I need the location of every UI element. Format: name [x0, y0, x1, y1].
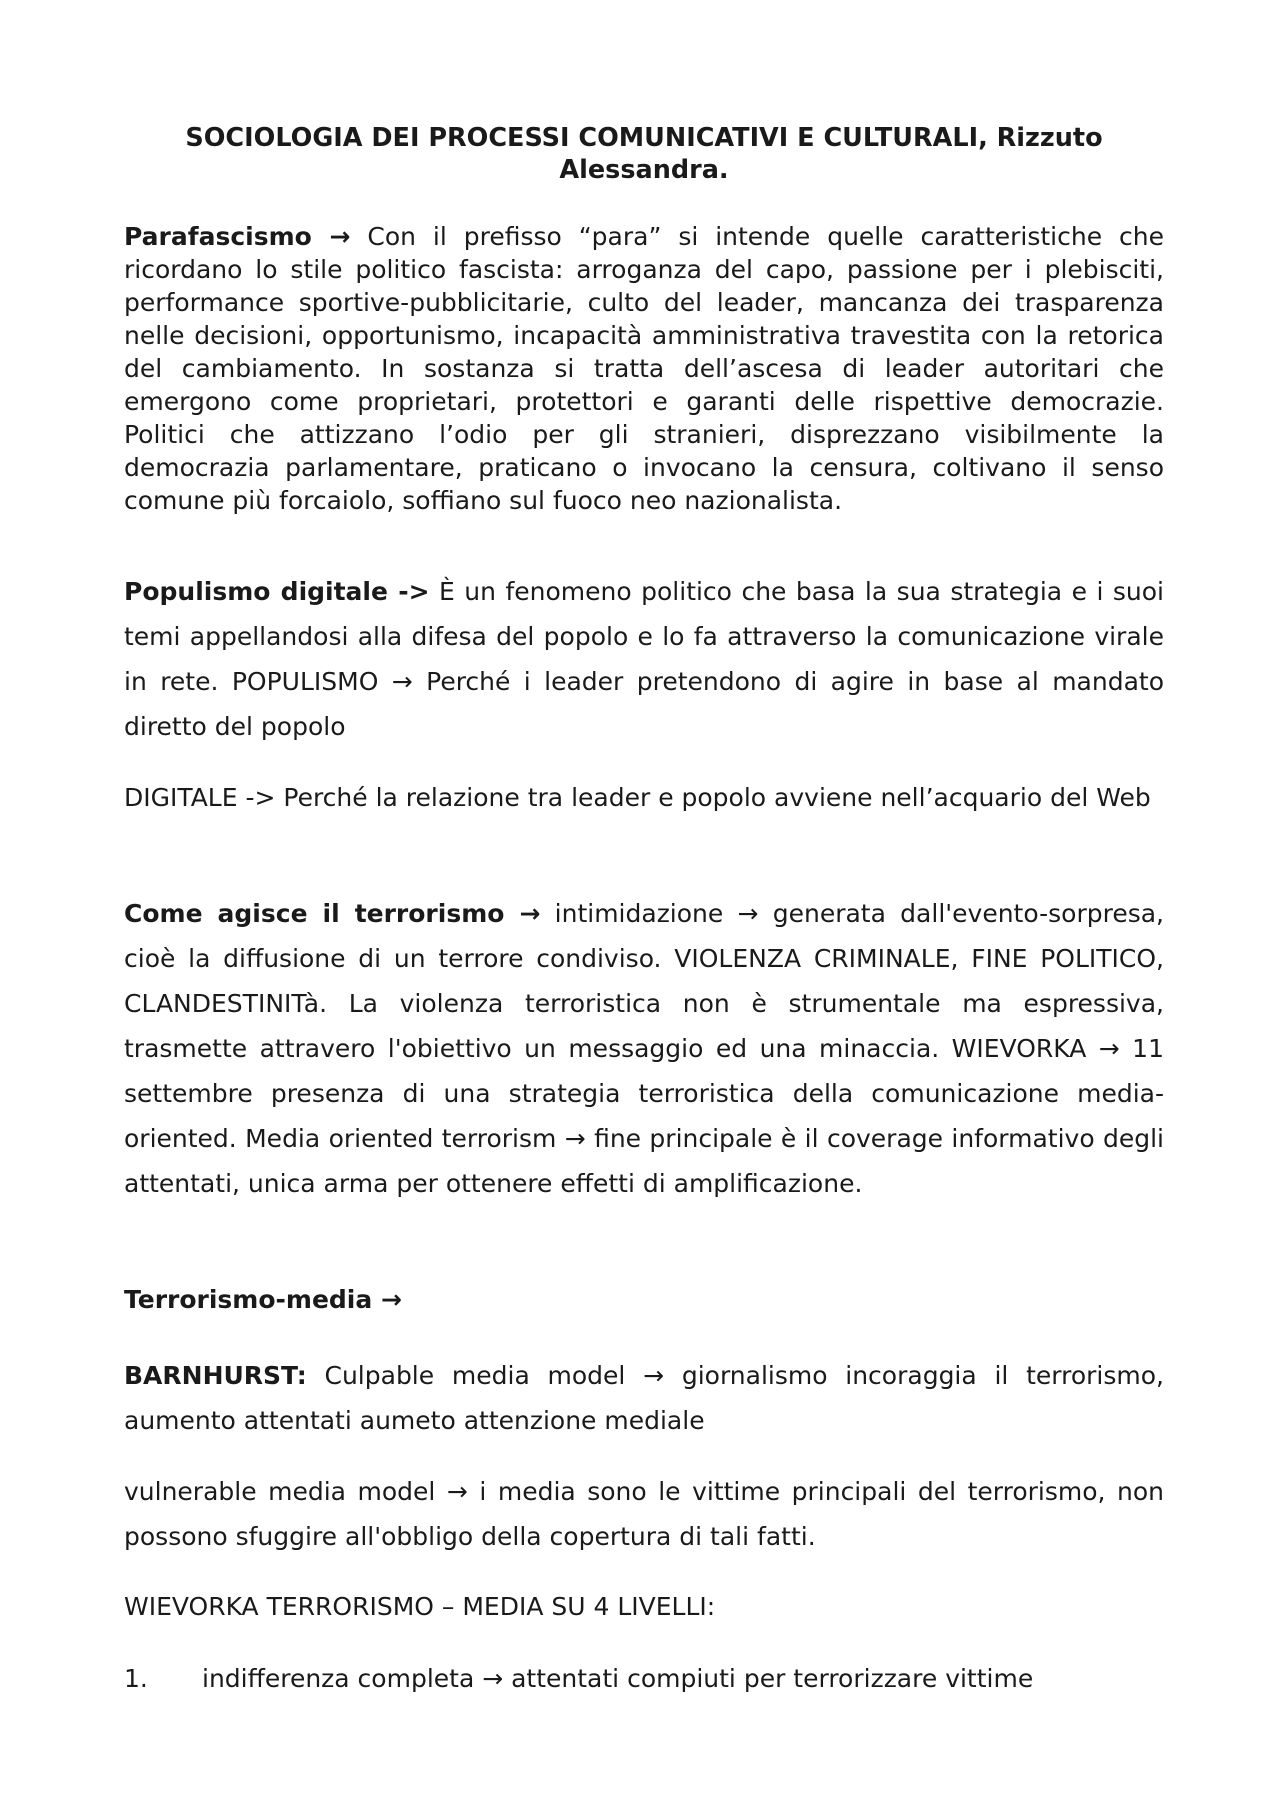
- paragraph-text: vulnerable media model → i media sono le vittime principali del terrorismo, non possono sfuggire all'obbligo della copertura di tali fatti.: [124, 1477, 1164, 1551]
- heading-terrorismo-media: [124, 1277, 1164, 1322]
- term-label: BARNHURST:: [124, 1361, 307, 1390]
- document-title: SOCIOLOGIA DEI PROCESSI COMUNICATIVI E CULTURALI, Rizzuto Alessandra.: [185, 123, 1103, 185]
- list-text: indifferenza completa → attentati compiuti per terrorizzare vittime: [202, 1664, 1034, 1693]
- term-label: Come agisce il terrorismo →: [124, 899, 541, 928]
- paragraph-wievorka-livelli: [124, 1584, 1164, 1629]
- list-item: [124, 1656, 1164, 1701]
- paragraph-text: intimidazione → generata dall'evento-sorpresa, cioè la diffusione di un terrore condiviso. VIOLENZA CRIMINALE, FINE POLITICO, CLANDESTINITà. La violenza terroristica non è strumentale ma espressiva, trasmette attravero l'obiettivo un messaggio ed una minaccia. WIEVORKA → 11 settembre presenza di una strategia terroristica della comunicazione media-oriented. Media oriented terrorism → fine principale è il coverage informativo degli attentati, unica arma per ottenere effetti di amplificazione.: [124, 899, 1164, 1198]
- term-label: Populismo digitale ->: [124, 577, 430, 606]
- term-label: Terrorismo-media →: [124, 1285, 402, 1314]
- paragraph-barnhurst: [124, 1353, 1164, 1443]
- list-number: 1.: [124, 1664, 148, 1693]
- paragraph-parafascismo: [124, 220, 1164, 517]
- term-label: Parafascismo →: [124, 222, 351, 251]
- paragraph-text: DIGITALE -> Perché la relazione tra leader e popolo avviene nell’acquario del Web: [124, 783, 1151, 812]
- paragraph-digitale: [124, 775, 1164, 820]
- paragraph-populismo-digitale: [124, 569, 1164, 749]
- paragraph-terrorismo: [124, 891, 1164, 1206]
- paragraph-text: È un fenomeno politico che basa la sua strategia e i suoi temi appellandosi alla difesa del popolo e lo fa attraverso la comunicazione virale in rete. POPULISMO → Perché i leader pretendono di agire in base al mandato diretto del popolo: [124, 577, 1164, 741]
- paragraph-text: WIEVORKA TERRORISMO – MEDIA SU 4 LIVELLI:: [124, 1592, 716, 1621]
- paragraph-text: Culpable media model → giornalismo incoraggia il terrorismo, aumento attentati aumeto attenzione mediale: [124, 1361, 1164, 1435]
- paragraph-text: Con il prefisso “para” si intende quelle caratteristiche che ricordano lo stile politico fascista: arroganza del capo, passione per i plebisciti, performance sportive-pubblicitarie, culto del leader, mancanza dei trasparenza nelle decisioni, opportunismo, incapacità amministrativa travestita con la retorica del cambiamento. In sostanza si tratta dell’ascesa di leader autoritari che emergono come proprietari, protettori e garanti delle rispettive democrazie. Politici che attizzano l’odio per gli stranieri, disprezzano visibilmente la democrazia parlamentare, praticano o invocano la censura, coltivano il senso comune più forcaiolo, soffiano sul fuoco neo nazionalista.: [124, 222, 1164, 515]
- paragraph-vulnerable-media: [124, 1469, 1164, 1559]
